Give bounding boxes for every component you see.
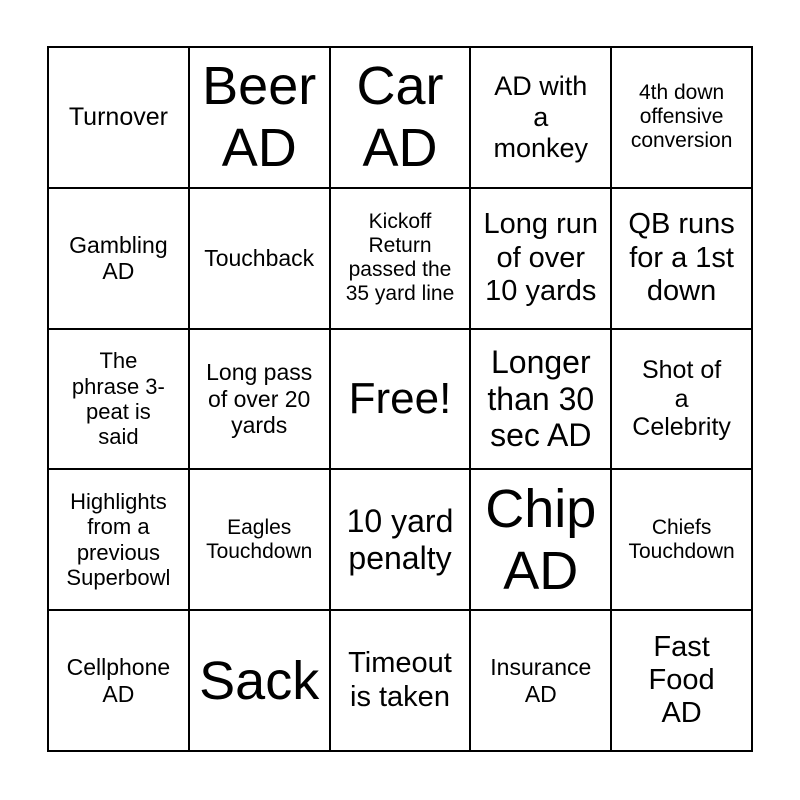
bingo-cell[interactable]	[470, 329, 611, 470]
bingo-cell-text: The phrase 3- peat is said	[71, 348, 165, 450]
bingo-cell[interactable]	[611, 329, 752, 470]
bingo-cell-text: Gambling AD	[69, 231, 168, 285]
bingo-cell[interactable]	[330, 329, 471, 470]
bingo-cell[interactable]	[470, 610, 611, 751]
bingo-cell-text: Chiefs Touchdown	[628, 515, 735, 563]
bingo-cell[interactable]	[611, 469, 752, 610]
bingo-cell-text: Eagles Touchdown	[206, 515, 313, 563]
bingo-cell-text: QB runs for a 1st down	[628, 208, 735, 307]
bingo-cell[interactable]	[48, 329, 189, 470]
bingo-cell[interactable]	[330, 188, 471, 329]
bingo-cell-text: Sack	[199, 650, 320, 711]
bingo-cell-text: Longer than 30 sec AD	[487, 343, 595, 454]
bingo-cell[interactable]	[470, 188, 611, 329]
bingo-cell[interactable]	[189, 47, 330, 188]
bingo-cell-text: Car AD	[356, 56, 444, 179]
bingo-cell[interactable]	[330, 610, 471, 751]
bingo-cell-text: Timeout is taken	[348, 647, 452, 713]
bingo-cell-text: Shot of a Celebrity	[632, 355, 731, 442]
bingo-cell-text: Insurance AD	[490, 654, 592, 707]
bingo-cell[interactable]	[611, 188, 752, 329]
bingo-cell-text: Cellphone AD	[66, 654, 171, 707]
bingo-cell-text: Kickoff Return passed the 35 yard line	[345, 209, 455, 306]
bingo-cell[interactable]	[330, 47, 471, 188]
bingo-cell[interactable]	[611, 47, 752, 188]
bingo-cell[interactable]	[48, 188, 189, 329]
bingo-cell[interactable]	[470, 469, 611, 610]
bingo-cell-text: Fast Food AD	[648, 630, 715, 730]
bingo-cell[interactable]	[189, 610, 330, 751]
bingo-board	[47, 46, 753, 752]
bingo-cell[interactable]	[470, 47, 611, 188]
bingo-cell-text: Long pass of over 20 yards	[206, 359, 313, 439]
bingo-cell-text: Highlights from a previous Superbowl	[66, 489, 171, 591]
bingo-cell-text: Turnover	[68, 103, 168, 132]
bingo-cell-text: Chip AD	[485, 478, 597, 601]
bingo-cell-text: 10 yard penalty	[346, 502, 454, 576]
bingo-cell-text: Beer AD	[202, 56, 317, 179]
bingo-cell[interactable]	[48, 47, 189, 188]
bingo-cell[interactable]	[330, 469, 471, 610]
bingo-cell[interactable]	[189, 188, 330, 329]
bingo-cell[interactable]	[48, 610, 189, 751]
bingo-cell-text: Long run of over 10 yards	[483, 208, 599, 307]
bingo-cell[interactable]	[611, 610, 752, 751]
bingo-cell[interactable]	[48, 469, 189, 610]
bingo-cell[interactable]	[189, 329, 330, 470]
bingo-cell-text: 4th down offensive conversion	[630, 81, 733, 153]
bingo-cell[interactable]	[189, 469, 330, 610]
bingo-cell-text: Free!	[348, 373, 452, 423]
bingo-cell-text: Touchback	[204, 244, 315, 271]
bingo-cell-text: AD with a monkey	[493, 70, 589, 163]
